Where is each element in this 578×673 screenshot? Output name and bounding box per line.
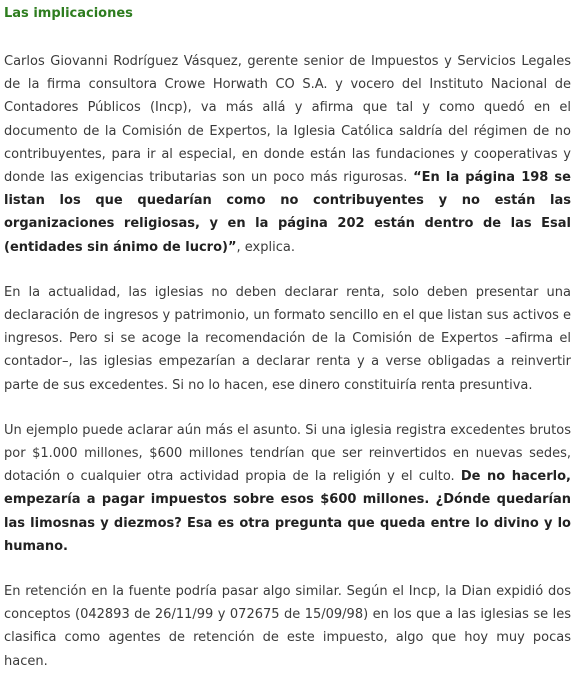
- paragraph-2: [4, 281, 571, 397]
- paragraph-3-bold: De no hacerlo, empezaría a pagar impuestos sobre esos $600 millones. ¿Dónde quedarían las limosnas y diezmos? Esa es otra pregunta que queda entre lo divino y lo humano.: [4, 469, 571, 554]
- paragraph-1: [4, 50, 571, 259]
- paragraph-1-bold-quote: “En la página 198 se listan los que quedarían como no contribuyentes y no están las organizaciones religiosas, y en la página 202 están dentro de las Esal (entidades sin ánimo de lucro)”: [4, 170, 571, 255]
- paragraph-4: [4, 580, 571, 673]
- paragraph-1-tail: , explica.: [236, 239, 295, 255]
- paragraph-3-text: Un ejemplo puede aclarar aún más el asunto. Si una iglesia registra excedentes brutos por $1.000 millones, $600 millones tendrían que ser reinvertidos en nuevas sedes, dotación o cualquier otra actividad propia de la religión y el culto.: [4, 422, 571, 485]
- section-title: Las implicaciones: [4, 6, 133, 21]
- paragraph-1-text: Carlos Giovanni Rodríguez Vásquez, gerente senior de Impuestos y Servicios Legales de la firma consultora Crowe Horwath CO S.A. y vocero del Instituto Nacional de Contadores Públicos (Incp), va más allá y afirma que tal y como quedó en el documento de la Comisión de Expertos, la Iglesia Católica saldría del régimen de no contribuyentes, para ir al especial, en donde están las fundaciones y cooperativas y donde las exigencias tributarias son un poco más rigurosas.: [4, 54, 571, 186]
- paragraph-2-text: En la actualidad, las iglesias no deben declarar renta, solo deben presentar una declaración de ingresos y patrimonio, un formato sencillo en el que listan sus activos e ingresos. Pero si se acoge la recomendación de la Comisión de Expertos –afirma el contador–, las iglesias empezarían a declarar renta y a verse obligadas a reinvertir parte de sus excedentes. Si no lo hacen, ese dinero constituiría renta presuntiva.: [4, 284, 571, 393]
- paragraph-4-text: En retención en la fuente podría pasar algo similar. Según el Incp, la Dian expidió dos conceptos (042893 de 26/11/99 y 072675 de 15/09/98) en los que a las iglesias se les clasifica como agentes de retención de este impuesto, algo que hoy muy pocas hacen.: [4, 584, 571, 669]
- paragraph-3: [4, 419, 571, 558]
